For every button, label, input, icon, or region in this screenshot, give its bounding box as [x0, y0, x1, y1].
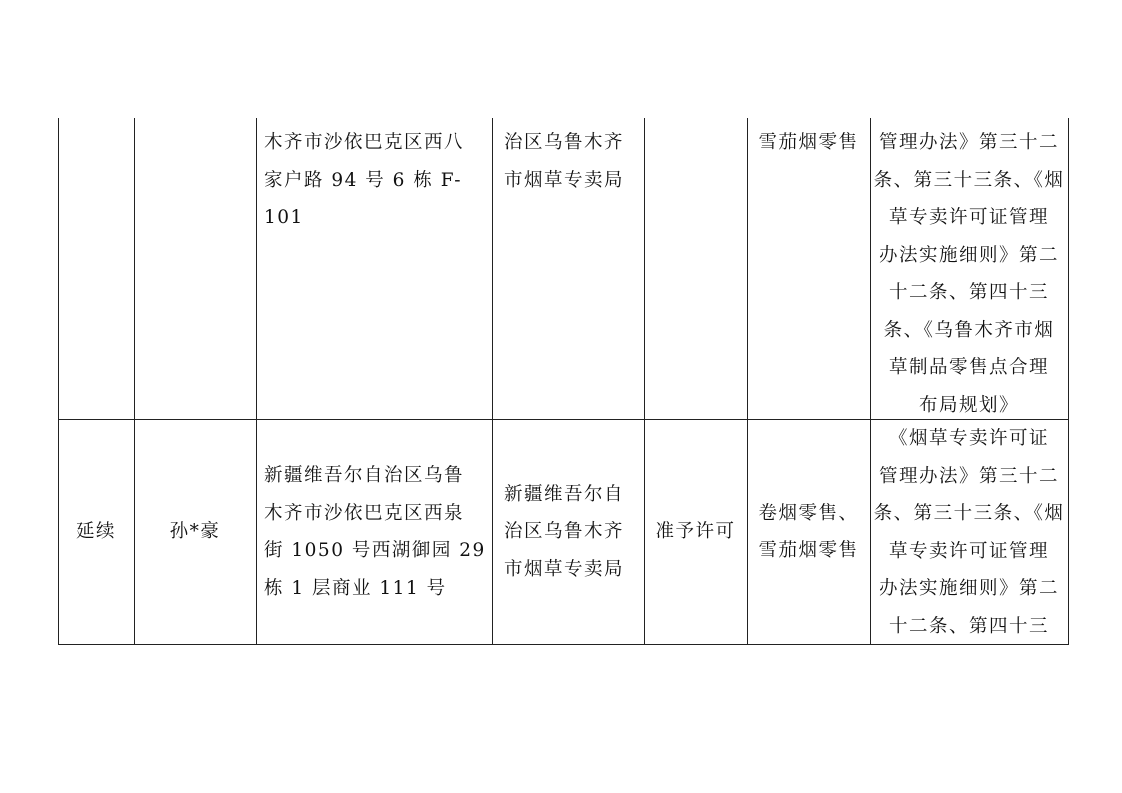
cell-business-scope: 雪茄烟零售: [758, 132, 859, 153]
cell-issuing-authority: 新疆维吾尔自 治区乌鲁木齐 市烟草专卖局: [504, 483, 625, 580]
cell-business-scope: 卷烟零售、 雪茄烟零售: [758, 502, 859, 561]
cell-applicant-name: 孙*豪: [169, 521, 221, 543]
cell-type: 延续: [75, 521, 116, 543]
cell-address: 新疆维吾尔自治区乌鲁 木齐市沙依巴克区西泉 街 1050 号西湖御园 29 栋 1 层商业 111 号: [264, 465, 486, 599]
cell-applicant-name: [134, 124, 256, 419]
cell-decision: [644, 124, 747, 419]
table-border-right: [1068, 118, 1069, 644]
cell-legal-basis: 管理办法》第三十二 条、第三十三条、《烟 草专卖许可证管理 办法实施细则》第二 十二条、第四十三 条、《乌鲁木齐市烟 草制品零售点合理 布局规划》: [873, 132, 1065, 416]
column-divider: [256, 118, 257, 644]
cell-address: 木齐市沙依巴克区西八 家户路 94 号 6 栋 F-101: [264, 132, 465, 228]
cell-issuing-authority: 治区乌鲁木齐 市烟草专卖局: [504, 132, 625, 191]
cell-decision: 准予许可: [655, 521, 736, 543]
permit-table: [58, 118, 1069, 645]
cell-type: [58, 124, 134, 419]
cell-legal-basis: 《烟草专卖许可证 管理办法》第三十二 条、第三十三条、《烟 草专卖许可证管理 办法实施细则》第二 十二条、第四十三: [873, 428, 1065, 637]
